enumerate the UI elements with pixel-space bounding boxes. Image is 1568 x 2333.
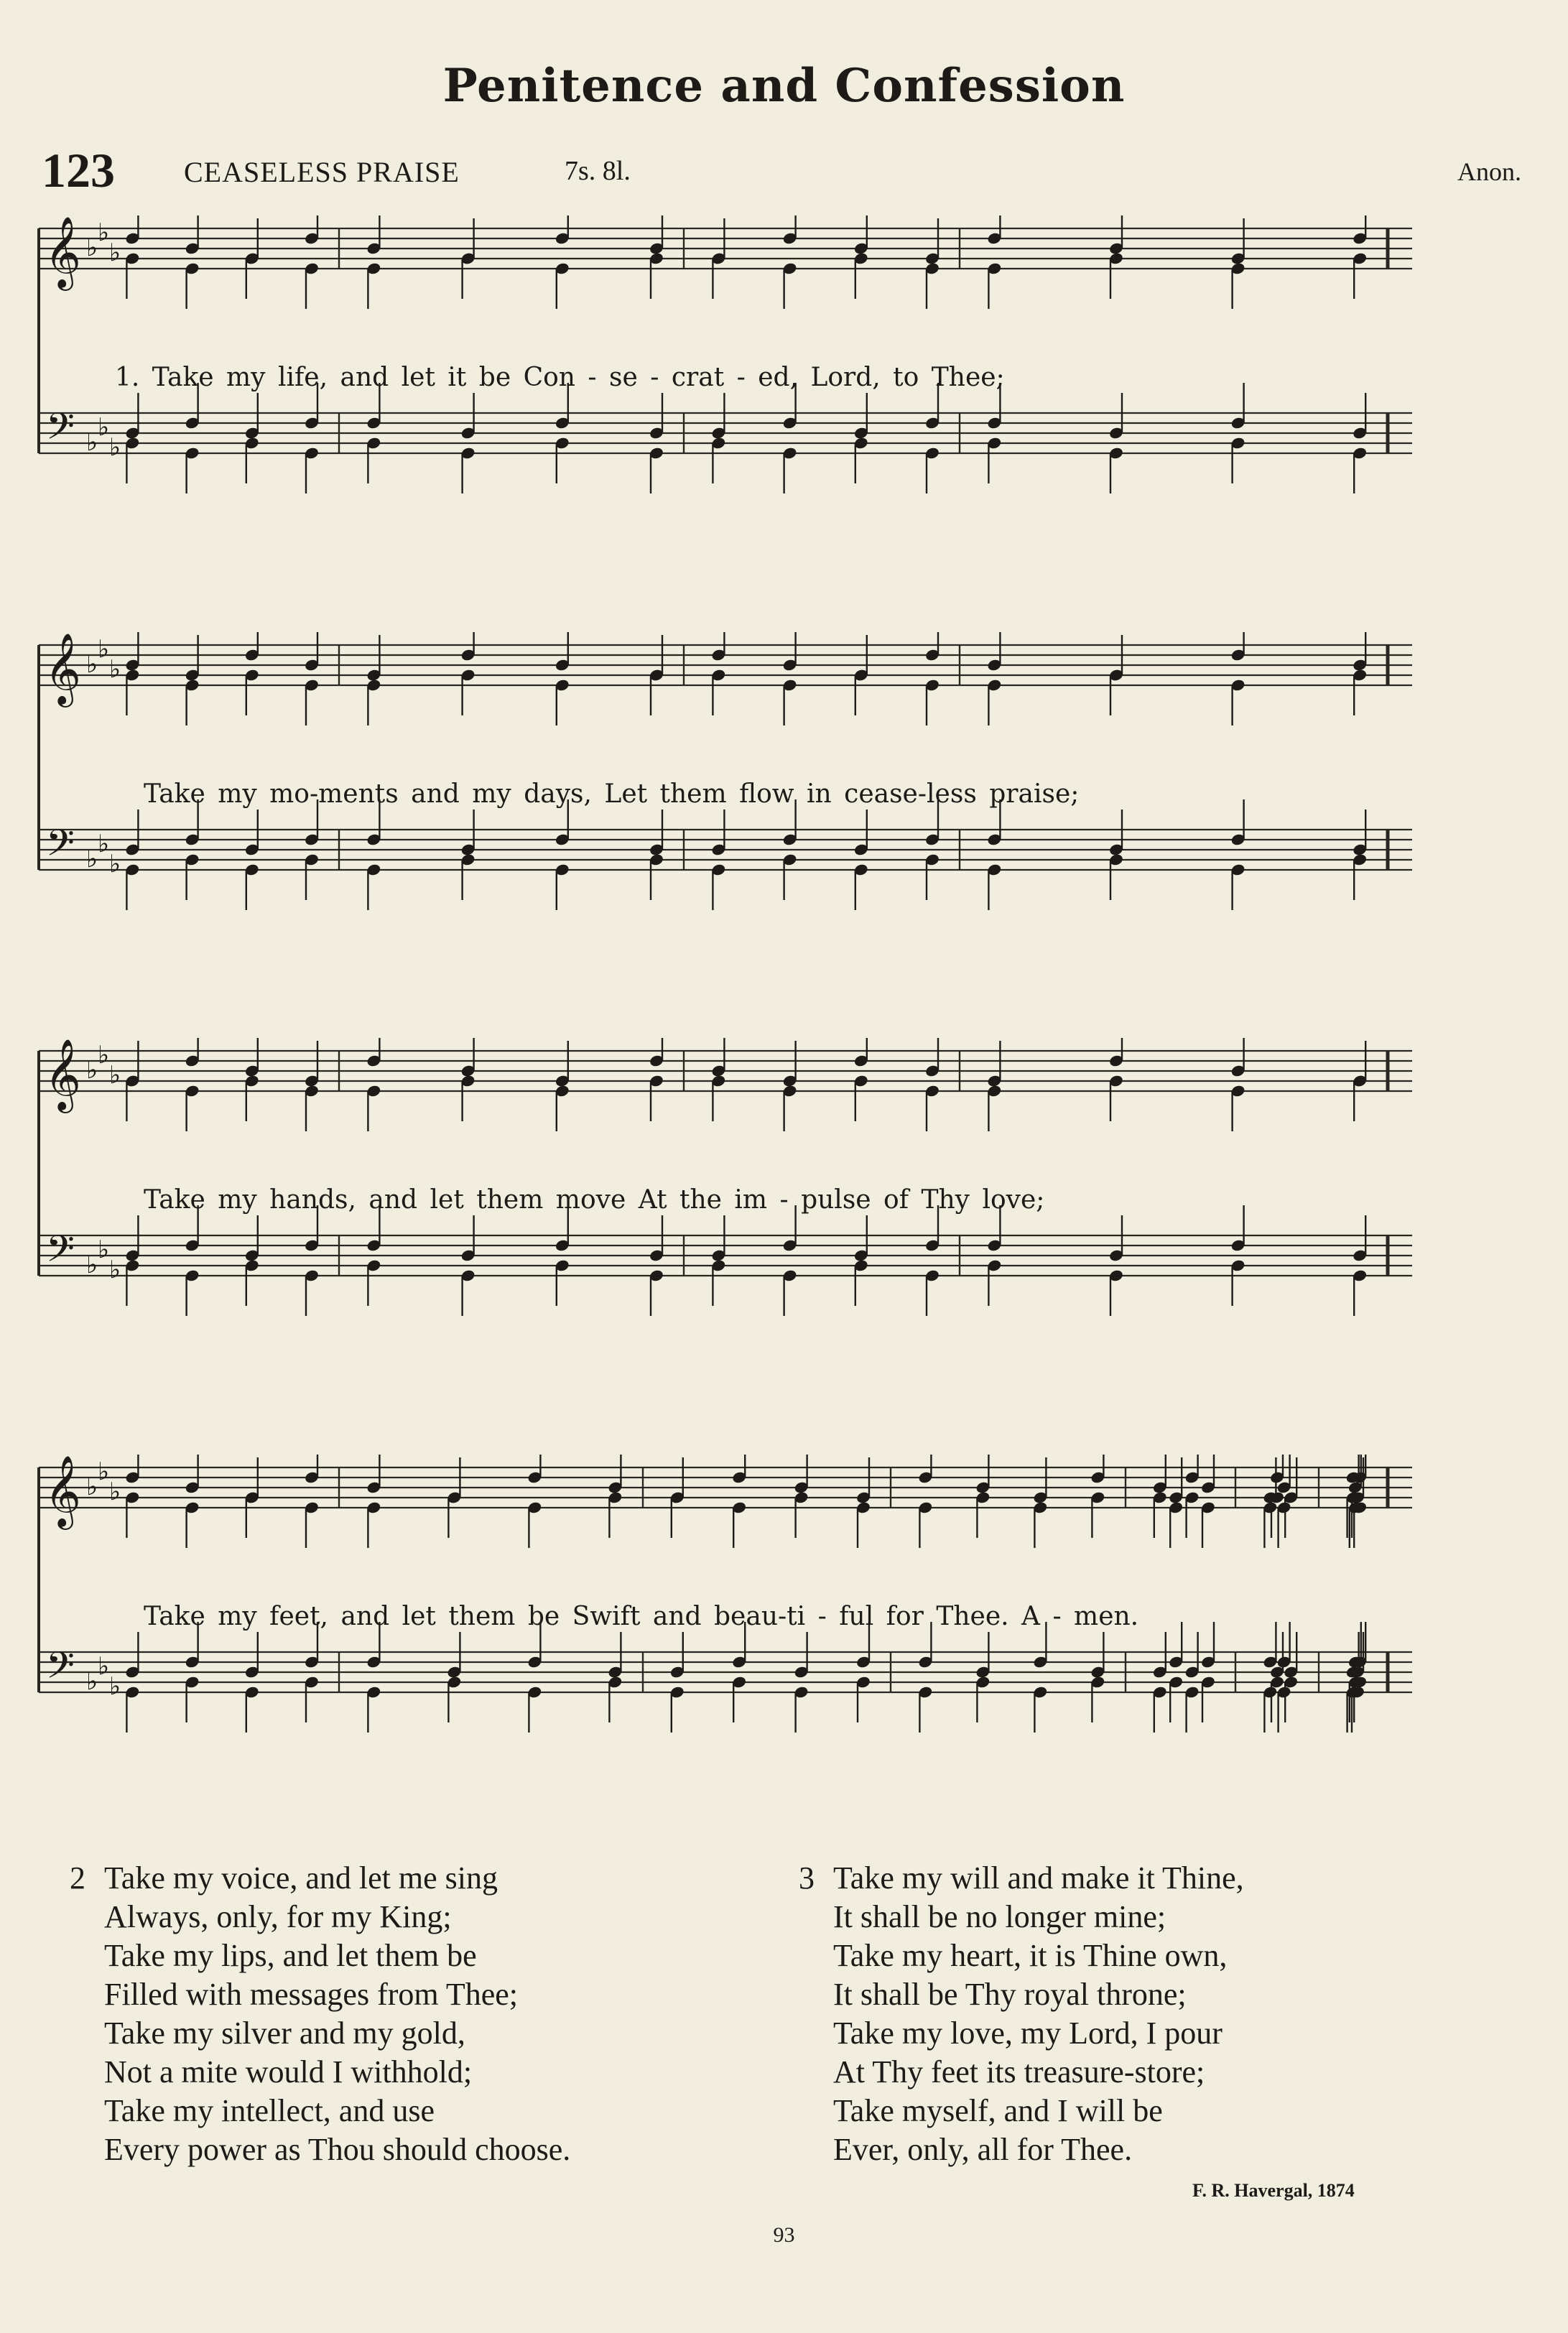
treble-clef-icon: 𝄞 (45, 633, 81, 705)
flat-icon: ♭ (98, 218, 110, 247)
verse-line: Filled with messages from Thee; (104, 1977, 518, 2012)
bass-clef-icon: 𝄢 (46, 1227, 75, 1279)
notes (125, 1038, 1368, 1316)
flat-icon: ♭ (98, 1457, 110, 1486)
hymn-number: 123 (42, 143, 115, 198)
music-attribution: Anon. (1457, 157, 1521, 186)
flat-icon: ♭ (109, 1061, 121, 1090)
notes (125, 632, 1368, 910)
flat-icon: ♭ (109, 850, 121, 878)
flat-icon: ♭ (109, 1672, 121, 1701)
meter: 7s. 8l. (565, 156, 631, 186)
flat-icon: ♭ (86, 428, 98, 457)
bass-clef-icon: 𝄢 (46, 821, 75, 873)
flat-icon: ♭ (109, 1256, 121, 1284)
flat-icon: ♭ (109, 433, 121, 462)
flat-icon: ♭ (86, 1251, 98, 1279)
verse-line: Not a mite would I withhold; (104, 2054, 473, 2090)
verse-line: Ever, only, all for Thee. (833, 2132, 1133, 2167)
verse-line: Take my silver and my gold, (104, 2016, 465, 2051)
lyric-line-4: Take my feet, and let them be Swift and beau-ti - ful for Thee. A - men. (144, 1602, 1139, 1631)
music-system-4 (36, 1455, 1415, 1792)
bass-clef-icon: 𝄢 (46, 404, 75, 457)
bass-clef-icon: 𝄢 (46, 1643, 75, 1696)
flat-icon: ♭ (98, 1041, 110, 1070)
staff-lines (39, 645, 1412, 870)
treble-clef-icon: 𝄞 (45, 216, 81, 288)
verse-line: Take my lips, and let them be (104, 1938, 477, 1973)
flat-icon: ♭ (86, 650, 98, 679)
verse-3 (799, 1859, 1244, 2169)
lyric-line-3: Take my hands, and let them move At the im - pulse of Thy love; (144, 1185, 1045, 1215)
staff-lines (39, 1051, 1412, 1276)
verse-line: It shall be Thy royal throne; (833, 1977, 1187, 2012)
flat-icon: ♭ (109, 238, 121, 267)
verse-line: Take my intellect, and use (104, 2093, 435, 2128)
flat-icon: ♭ (86, 233, 98, 262)
flat-icon: ♭ (86, 1056, 98, 1085)
verse-line: Take my voice, and let me sing (104, 1860, 498, 1896)
treble-clef-icon: 𝄞 (45, 1039, 81, 1110)
flat-icon: ♭ (109, 655, 121, 684)
verse-line: Take my heart, it is Thine own, (833, 1938, 1228, 1973)
verse-line: Take my love, my Lord, I pour (833, 2016, 1223, 2051)
staff-lines (39, 228, 1412, 453)
verse-line: Every power as Thou should choose. (104, 2132, 571, 2167)
text-author: F. R. Havergal, 1874 (1192, 2180, 1355, 2201)
flat-icon: ♭ (109, 1478, 121, 1506)
flat-icon: ♭ (98, 413, 110, 442)
music-system-2 (36, 632, 1415, 970)
treble-clef-icon: 𝄞 (45, 1455, 81, 1527)
flat-icon: ♭ (86, 845, 98, 873)
section-title: Penitence and Confession (442, 59, 1126, 113)
lyric-line-2: Take my mo-ments and my days, Let them flow in cease-less praise; (144, 779, 1080, 809)
tune-name: CEASELESS PRAISE (184, 156, 460, 188)
flat-icon: ♭ (98, 1235, 110, 1264)
flat-icon: ♭ (98, 1652, 110, 1681)
flat-icon: ♭ (98, 830, 110, 858)
lyric-line-1: 1. Take my life, and let it be Con - se - crat - ed, Lord, to Thee; (115, 363, 1005, 392)
notes (125, 1455, 1368, 1733)
verse-line: At Thy feet its treasure-store; (833, 2054, 1205, 2090)
music-system-3 (36, 1038, 1415, 1376)
verse-number: 2 (70, 1860, 85, 1896)
flat-icon: ♭ (98, 635, 110, 664)
verse-line: Take myself, and I will be (833, 2093, 1163, 2128)
flat-icon: ♭ (86, 1472, 98, 1501)
verse-number: 3 (799, 1860, 815, 1896)
hymn-header (42, 142, 1521, 200)
verse-2 (70, 1859, 571, 2169)
notes (125, 215, 1368, 493)
music-system-1 (36, 215, 1415, 553)
verse-line: Take my will and make it Thine, (833, 1860, 1244, 1896)
flat-icon: ♭ (86, 1667, 98, 1696)
verse-line: Always, only, for my King; (104, 1899, 452, 1934)
page-number: 93 (773, 2223, 795, 2247)
verse-line: It shall be no longer mine; (833, 1899, 1166, 1934)
